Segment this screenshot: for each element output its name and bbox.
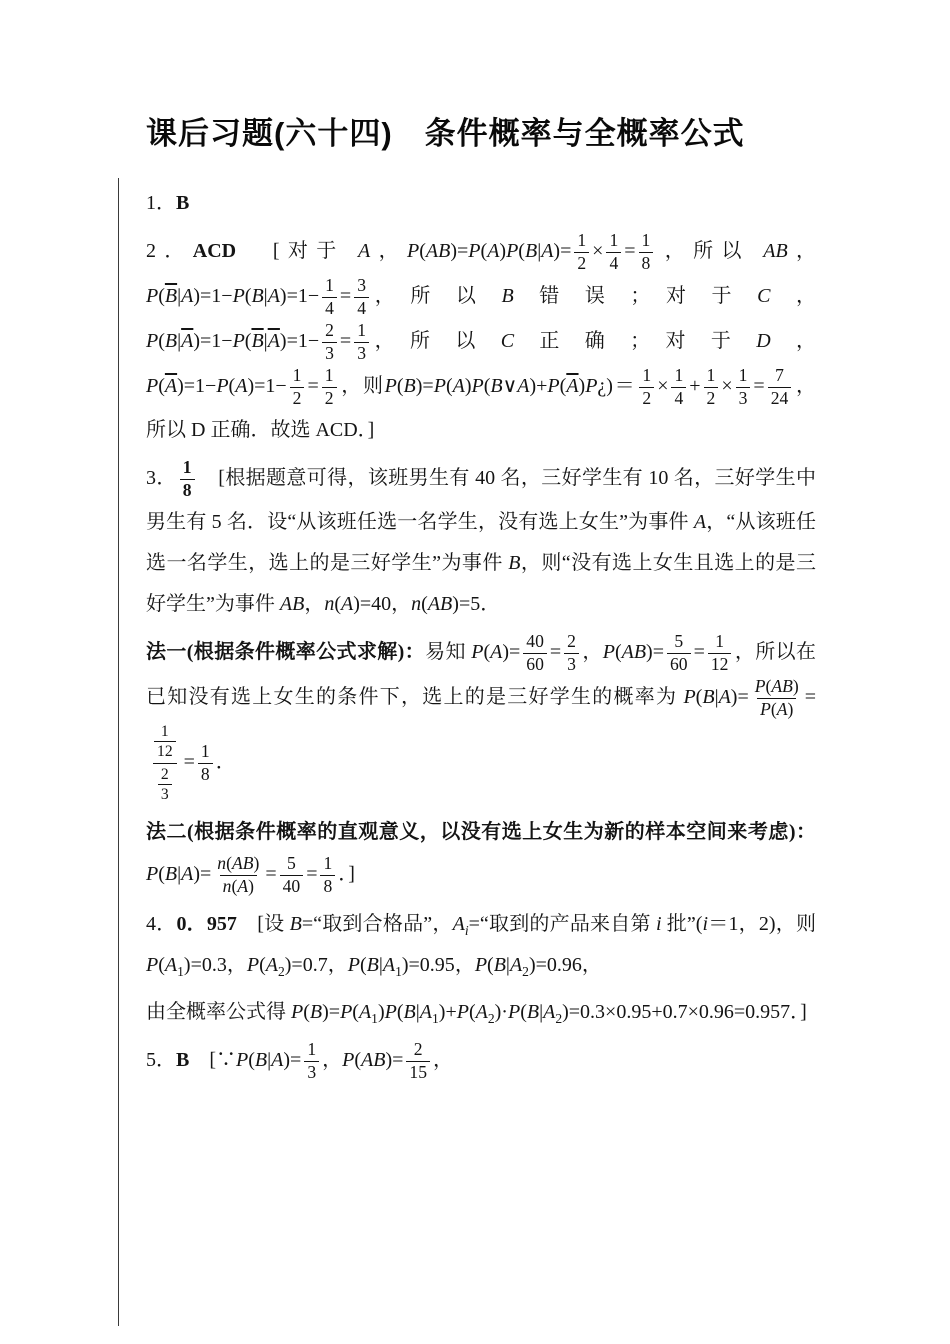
- math-run: P(A: [246, 953, 278, 976]
- text-run: 批”(: [661, 912, 703, 935]
- fraction: $\frac{40}{60}$: [523, 631, 547, 676]
- bold-text: ACD: [192, 240, 237, 263]
- paragraph: [146, 183, 816, 224]
- text-run: 1．: [146, 192, 176, 214]
- math-run: A: [358, 240, 371, 263]
- text-run: [对于: [236, 240, 359, 263]
- bold-text: 0．957: [176, 912, 237, 935]
- fraction: $\frac{1}{12}$: [708, 631, 732, 676]
- math-run: B: [508, 551, 521, 574]
- overline-variable: $\overline{A}$: [181, 330, 194, 353]
- subscript: 2: [522, 963, 529, 979]
- bold-text: 法一(根据条件概率公式求解)：: [146, 640, 426, 663]
- text-run: ×: [592, 240, 604, 263]
- math-run: |A)=1−P(B|A)=1−: [177, 285, 320, 308]
- fraction: $\frac{1}{2}$: [322, 365, 337, 410]
- paragraph: [146, 992, 816, 1033]
- text-run: ，: [581, 953, 602, 976]
- math-run: B: [775, 240, 788, 263]
- text-run: ，所以在已知没有选上女生的条件下，选上的是三好学生的概率为: [146, 640, 816, 708]
- text-run: ，: [370, 240, 408, 263]
- math-run: P(B|A)=: [236, 1049, 302, 1072]
- math-run: D: [756, 330, 771, 353]
- text-run: 由全概率公式得: [146, 1000, 291, 1023]
- text-run: ， 所 以: [372, 285, 502, 308]
- text-run: =: [549, 640, 562, 663]
- text-run: ，: [770, 330, 817, 353]
- math-run: P(AB)=: [342, 1049, 404, 1072]
- math-run: )=1−: [279, 330, 320, 353]
- text-run: ，: [322, 1049, 343, 1072]
- text-run: ＝1，2)，则: [708, 912, 816, 935]
- math-run: P(B|A)=: [683, 685, 749, 708]
- math-run: P(AB)=: [602, 640, 664, 663]
- text-run: 5．: [146, 1049, 176, 1072]
- fraction: $\frac{2}{15}$: [406, 1039, 430, 1084]
- fraction: $\frac{1}{2}$: [639, 365, 654, 410]
- subscript: 1: [431, 1010, 439, 1026]
- math-run: P(B|A)=: [146, 863, 212, 886]
- fraction: $\frac{2}{3}$: [564, 631, 579, 676]
- fraction: $\frac{5}{40}$: [280, 853, 304, 898]
- text-run: 3．: [146, 466, 177, 489]
- paragraph: [146, 1039, 816, 1084]
- text-run: ，: [787, 240, 817, 263]
- math-run: AB: [279, 592, 305, 615]
- math-run: P(B|A: [474, 953, 523, 976]
- text-run: ，则“没有选上女生且选上的是三好学生”为事件: [146, 551, 816, 615]
- text-run: ，: [327, 953, 348, 976]
- text-run: ，所以 D 正确．故选 ACD．]: [146, 374, 817, 441]
- page-title: 课后习题(六十四) 条件概率与全概率公式: [146, 116, 745, 151]
- text-run: ，所以: [656, 240, 764, 263]
- text-run: ，“从该班任选一名学生，选上的是三好学生”为事件: [146, 510, 816, 574]
- fraction: $\frac{1}{3}$: [304, 1039, 319, 1084]
- math-run: i: [702, 912, 709, 935]
- math-run: )+P(A: [438, 1000, 488, 1023]
- text-run: 易知: [425, 640, 472, 663]
- text-run: +: [689, 374, 701, 397]
- bold-text: B: [176, 192, 190, 214]
- text-run: 2．: [146, 240, 193, 263]
- math-run: A: [452, 912, 465, 935]
- math-run: P(A)=: [471, 640, 521, 663]
- text-run: [设: [236, 912, 290, 935]
- fraction: $\frac{1}{4}$: [671, 365, 686, 410]
- text-run: ，则: [339, 374, 385, 397]
- math-run: )P(B|A: [377, 1000, 432, 1023]
- text-run: =: [753, 374, 765, 397]
- text-run: ， 所 以: [372, 330, 501, 353]
- fraction: $\frac{7}{24}$: [768, 365, 792, 410]
- text-run: ．: [215, 750, 236, 773]
- text-run: =: [265, 863, 277, 886]
- fraction: $\frac{1}{2}$: [574, 230, 589, 275]
- text-run: ，: [304, 592, 325, 615]
- text-run: 4．: [146, 912, 177, 935]
- overline-variable: $\overline{B}$: [251, 330, 264, 353]
- answer-fraction: $\frac{1}{8}$: [180, 457, 195, 502]
- text-run: [根据题意可得，该班男生有 40 名，三好学生有 10 名，三好学生中男生有 5 名．设“从该班任选一名学生，没有选上女生”为事件: [146, 466, 817, 533]
- text-run: “取到的产品来自第: [479, 912, 656, 935]
- text-run: ．]: [338, 863, 355, 886]
- fraction: $\frac{1}{8}$: [198, 741, 213, 786]
- text-run: =: [339, 330, 352, 353]
- text-run: ，: [454, 953, 475, 976]
- text-run: =: [804, 685, 816, 708]
- text-run: =: [339, 285, 352, 308]
- text-run: ，: [432, 1049, 453, 1072]
- symbol-fraction: $\frac{P(AB)}{P(A)}$: [754, 675, 799, 719]
- text-run: [∵: [189, 1049, 237, 1072]
- math-run: A: [763, 240, 776, 263]
- text-run: ，: [581, 640, 603, 663]
- math-run: )=0.7: [284, 953, 328, 976]
- text-run: =: [624, 240, 636, 263]
- math-run: )P¿): [578, 374, 613, 397]
- math-run: C: [500, 330, 515, 353]
- bold-text: 法二(根据条件概率的直观意义，以没有选上女生为新的样本空间来考虑)：: [146, 820, 816, 843]
- text-run: “取到合格品”，: [313, 912, 453, 935]
- paragraph: [146, 457, 816, 625]
- math-run: )=0.95: [401, 953, 455, 976]
- math-run: P(B)=P(A)P(B∨A)+P(: [384, 374, 567, 397]
- text-run: ，: [770, 285, 817, 308]
- text-run: ．: [480, 592, 501, 615]
- math-run: n(A)=40: [324, 592, 392, 615]
- math-run: P(B|A: [347, 953, 396, 976]
- math-run: =: [468, 912, 480, 935]
- fraction: $\frac{3}{4}$: [354, 275, 369, 320]
- fraction: $\frac{2}{3}$: [322, 320, 337, 365]
- paragraph: [146, 812, 816, 898]
- subscript: i: [464, 922, 469, 938]
- fraction: $\frac{1}{2}$: [704, 365, 719, 410]
- math-run: P(B|: [146, 330, 182, 353]
- text-run: =: [183, 750, 195, 773]
- fraction: $\frac{1}{8}$: [320, 853, 335, 898]
- left-border-line: [118, 178, 119, 1326]
- text-run: ，: [391, 592, 412, 615]
- math-run: C: [757, 285, 771, 308]
- fraction: $\frac{1}{3}$: [354, 320, 369, 365]
- paragraph: [146, 230, 816, 451]
- math-run: )·P(B|A: [494, 1000, 556, 1023]
- fraction: $\frac{5}{60}$: [667, 631, 691, 676]
- text-run: ＝: [612, 374, 637, 397]
- subscript: 2: [555, 1010, 563, 1026]
- math-run: |: [263, 330, 268, 353]
- math-run: )=0.3×0.95+0.7×0.96=0.957: [562, 1000, 791, 1023]
- overline-variable: $\overline{A}$: [566, 374, 579, 397]
- math-run: )=0.3: [183, 953, 227, 976]
- math-run: B=: [289, 912, 314, 935]
- math-run: n(AB)=5: [411, 592, 481, 615]
- symbol-fraction: $\frac{n(AB)}{n(A)}$: [217, 852, 260, 896]
- text-run: =: [306, 863, 318, 886]
- subscript: 2: [277, 963, 285, 979]
- document-body: [146, 108, 816, 1090]
- math-run: P(AB)=P(A)P(B|A)=: [407, 240, 572, 263]
- subscript: 1: [177, 963, 184, 979]
- fraction: $\frac{1}{2}$: [290, 365, 305, 410]
- text-run: =: [693, 640, 705, 663]
- math-run: P(B)=P(A: [291, 1000, 372, 1023]
- text-run: 错 误 ； 对 于: [513, 285, 758, 308]
- math-run: i: [655, 912, 662, 935]
- math-run: )=0.96: [528, 953, 582, 976]
- paragraph: [146, 904, 816, 986]
- fraction: $\frac{1}{4}$: [322, 275, 337, 320]
- text-run: =: [307, 374, 319, 397]
- math-run: P(A: [146, 953, 178, 976]
- bold-text: B: [176, 1049, 190, 1072]
- text-run: 正 确 ； 对 于: [514, 330, 757, 353]
- text-run: ，: [226, 953, 247, 976]
- math-run: )=1−P(: [193, 330, 252, 353]
- text-run: ．]: [790, 1000, 807, 1023]
- math-run: B: [501, 285, 514, 308]
- math-run: A: [693, 510, 707, 533]
- text-run: ×: [721, 374, 733, 397]
- paragraph: [146, 631, 816, 806]
- overline-variable: $\overline{A}$: [164, 374, 178, 397]
- nested-fraction: $\frac{\frac{1}{12}}{\frac{2}{3}}$: [149, 721, 181, 806]
- paragraph-list: [146, 183, 816, 1084]
- subscript: 2: [487, 1010, 495, 1026]
- overline-variable: $\overline{B}$: [164, 285, 178, 308]
- subscript: 1: [395, 963, 402, 979]
- overline-variable: $\overline{A}$: [267, 330, 280, 353]
- subscript: 1: [371, 1010, 378, 1026]
- fraction: $\frac{1}{3}$: [736, 365, 751, 410]
- math-run: )=1−P(A)=1−: [177, 374, 287, 397]
- text-run: ×: [657, 374, 669, 397]
- fraction: $\frac{1}{8}$: [639, 230, 654, 275]
- math-run: P(: [146, 285, 165, 308]
- math-run: P(: [146, 374, 165, 397]
- fraction: $\frac{1}{4}$: [606, 230, 621, 275]
